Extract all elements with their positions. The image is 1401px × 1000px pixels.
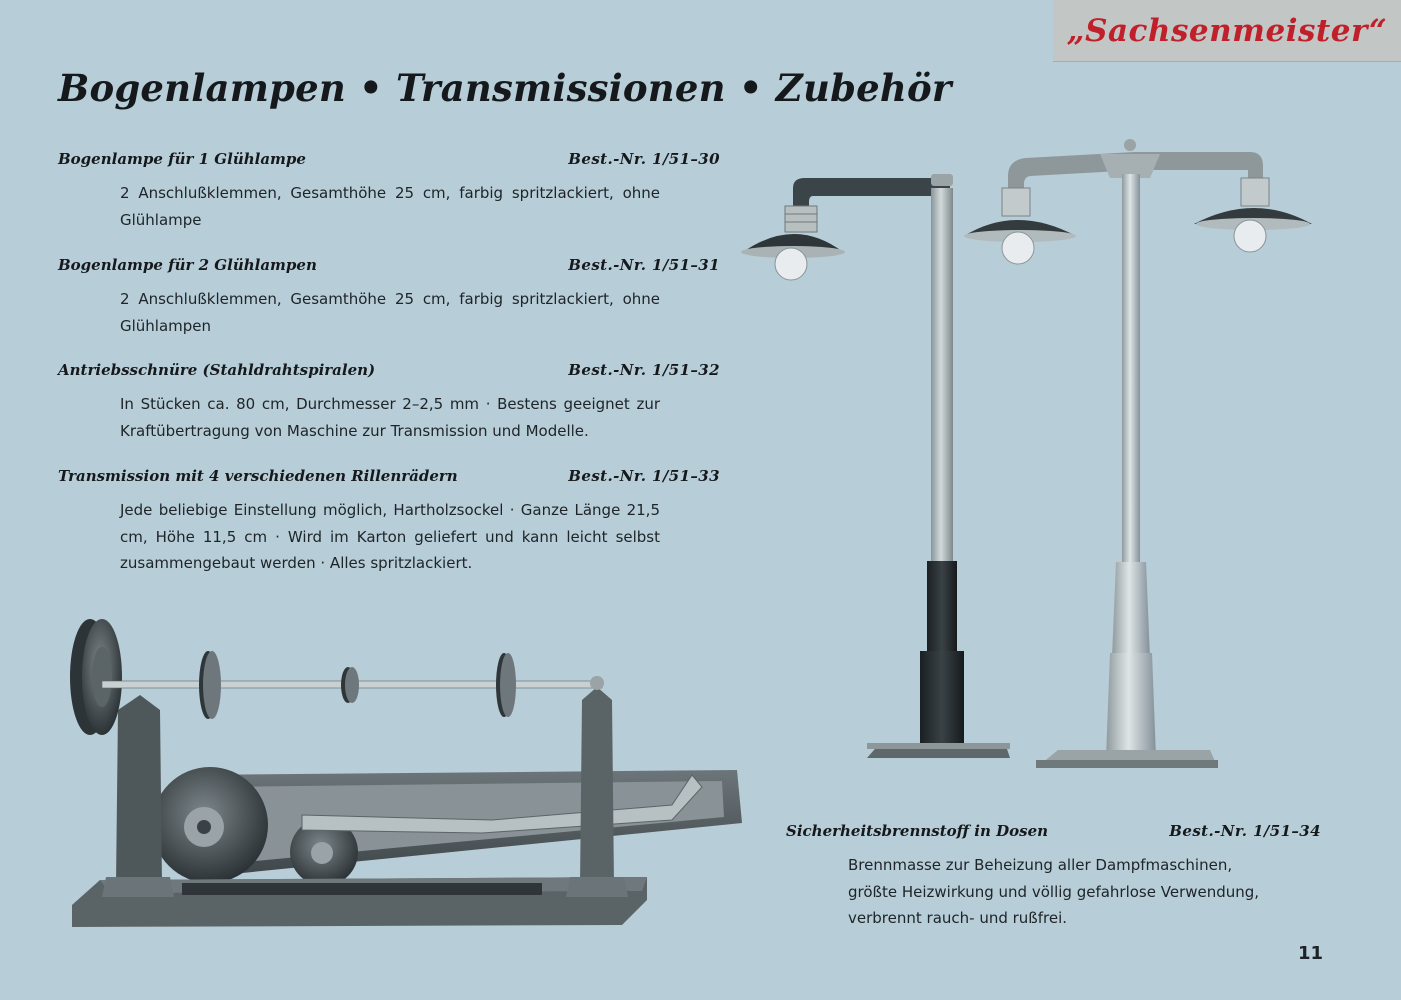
product-name: Bogenlampe für 1 Glühlampe (58, 150, 306, 168)
entry-header (58, 467, 720, 491)
entry-header (786, 822, 1321, 846)
order-number: Best.-Nr. 1/51–32 (568, 361, 720, 379)
brand-name: „Sachsenmeister“ (1066, 13, 1388, 49)
catalog-entry (58, 150, 720, 233)
product-description: In Stücken ca. 80 cm, Durchmesser 2–2,5 mm · Bestens geeignet zur Kraftübertragung von Maschine zur Transmission und Modelle. (120, 395, 660, 440)
page-title: Bogenlampen • Transmissionen • Zubehör (58, 66, 952, 110)
order-number: Best.-Nr. 1/51–34 (1169, 822, 1321, 840)
entry-header (58, 361, 720, 385)
transmission-illustration (62, 615, 752, 935)
product-description: Jede beliebige Einstellung möglich, Hartholzsockel · Ganze Länge 21,5 cm, Höhe 11,5 cm · Wird im Karton geliefert und kann leicht selbst zusammengebaut werden · Alles spritzlackiert. (120, 501, 660, 572)
catalog-entry (58, 256, 720, 339)
entry-header (58, 256, 720, 280)
catalog-entry (58, 361, 720, 444)
product-name: Transmission mit 4 verschiedenen Rillenrädern (58, 467, 458, 485)
catalog-entry (786, 822, 1321, 932)
order-number: Best.-Nr. 1/51–33 (568, 467, 720, 485)
order-number: Best.-Nr. 1/51–31 (568, 256, 720, 274)
product-name: Sicherheitsbrennstoff in Dosen (786, 822, 1049, 840)
product-description: Brennmasse zur Beheizung aller Dampfmaschinen, größte Heizwirkung und völlig gefahrlose Verwendung, verbrennt rauch- und rußfrei. (848, 856, 1260, 927)
product-name: Bogenlampe für 2 Glühlampen (58, 256, 317, 274)
catalog-entry (58, 467, 720, 577)
product-name: Antriebsschnüre (Stahldrahtspiralen) (58, 361, 376, 379)
page-number: 11 (1298, 943, 1324, 964)
order-number: Best.-Nr. 1/51–30 (568, 150, 720, 168)
product-description: 2 Anschlußklemmen, Gesamthöhe 25 cm, farbig spritzlackiert, ohne Glühlampen (120, 290, 660, 335)
entry-header (58, 150, 720, 174)
product-description: 2 Anschlußklemmen, Gesamthöhe 25 cm, farbig spritzlackiert, ohne Glühlampe (120, 184, 660, 229)
arc-lamp-double-illustration (960, 138, 1315, 773)
brand-band (1053, 0, 1401, 62)
